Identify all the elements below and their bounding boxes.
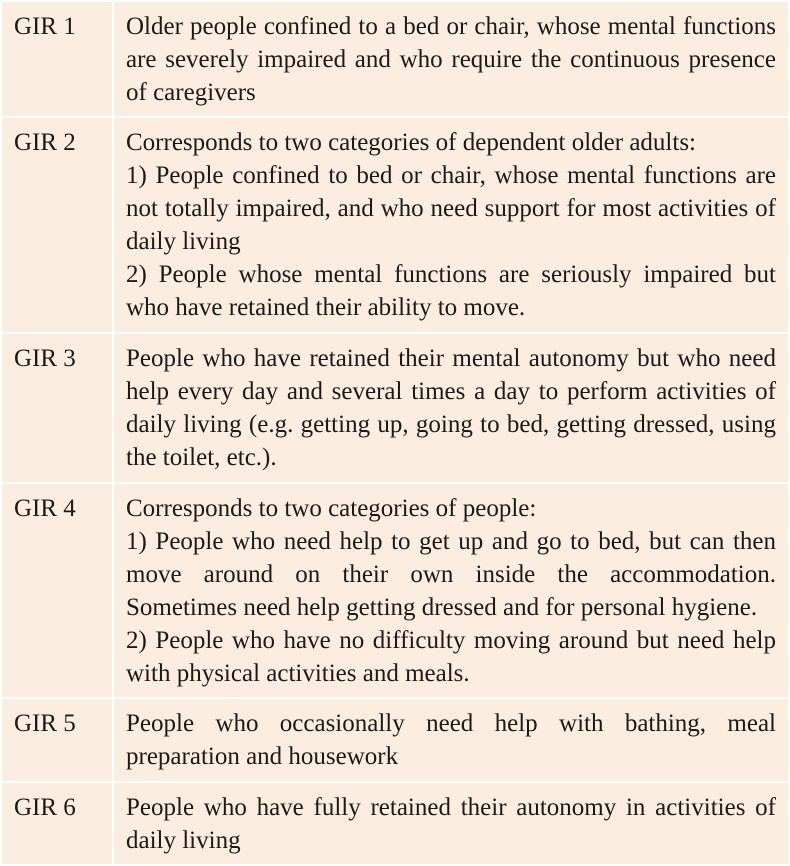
description-line: People who have fully retained their autonomy in activities of daily living [126, 793, 776, 854]
gir-description-cell [113, 333, 789, 483]
table-row [1, 333, 789, 483]
table-row [1, 117, 789, 333]
gir-description-cell [113, 782, 789, 865]
gir-level-cell: GIR 1 [1, 1, 113, 117]
description-line: 2) People who have no difficulty moving around but need help with physical activities and meals. [126, 626, 776, 687]
description-line: Corresponds to two categories of dependent older adults: [126, 129, 696, 157]
description-line: 2) People whose mental functions are seriously impaired but who have retained their ability to move. [126, 261, 776, 322]
gir-level-cell: GIR 6 [1, 782, 113, 865]
description-line: Older people confined to a bed or chair, whose mental functions are severely impaired and who require the continuous presence of caregivers [126, 13, 776, 106]
gir-description-cell [113, 483, 789, 699]
table-row [1, 698, 789, 781]
gir-level-cell: GIR 5 [1, 698, 113, 781]
table-row [1, 1, 789, 117]
description-line: People who occasionally need help with bathing, meal preparation and housework [126, 710, 776, 771]
description-line: 1) People who need help to get up and go to bed, but can then move around on their own inside the accommodation. Sometimes need help getting dressed and for personal hygiene. [126, 527, 776, 621]
table-row [1, 782, 789, 865]
description-line: 1) People confined to bed or chair, whose mental functions are not totally impaired, and who need support for most activities of daily living [126, 162, 776, 256]
description-line: Corresponds to two categories of people: [126, 494, 537, 522]
gir-level-cell: GIR 4 [1, 483, 113, 699]
description-line: People who have retained their mental autonomy but who need help every day and several times a day to perform activities of daily living (e.g. getting up, going to bed, getting dressed, using the toilet, etc.). [126, 345, 776, 472]
gir-description-cell [113, 698, 789, 781]
gir-description-cell [113, 1, 789, 117]
table-row [1, 483, 789, 699]
gir-level-cell: GIR 2 [1, 117, 113, 333]
gir-description-cell [113, 117, 789, 333]
gir-level-cell: GIR 3 [1, 333, 113, 483]
